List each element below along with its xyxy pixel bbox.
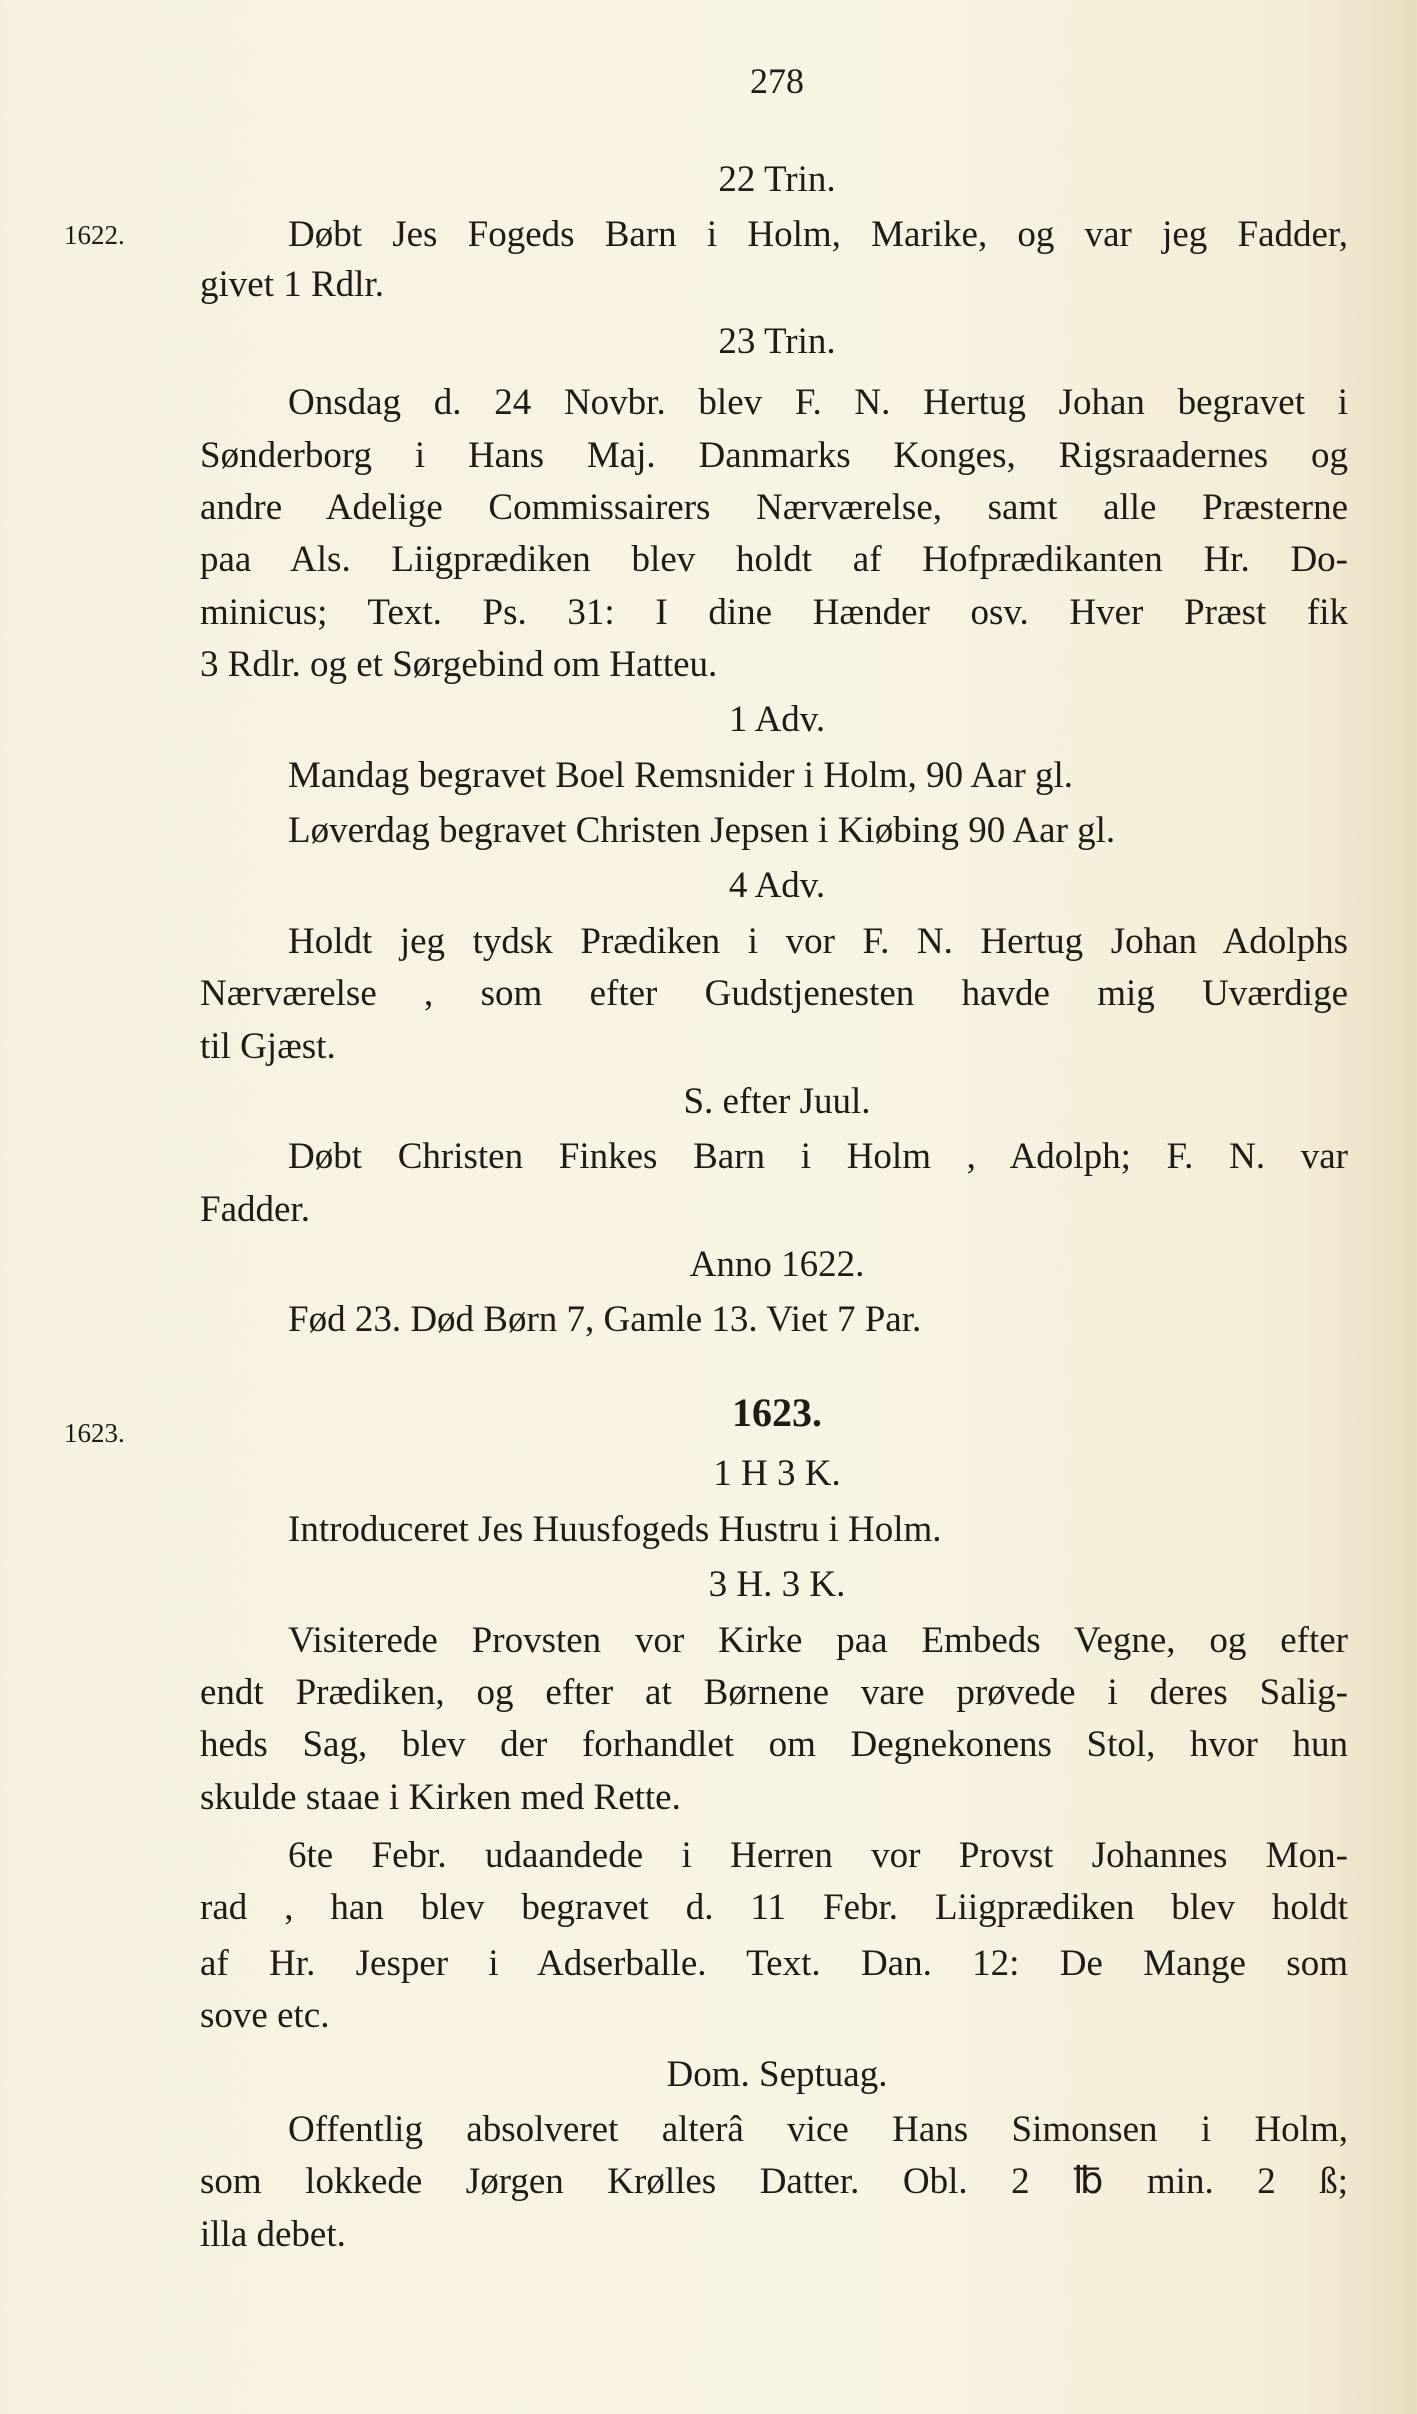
text-line: endt Prædiken, og efter at Børnene vare prøvede i deres Salig-: [200, 1672, 1348, 1713]
section-heading: S. efter Juul.: [683, 1081, 871, 1122]
text-line: andre Adelige Commissairers Nærværelse, samt alle Præsterne: [200, 487, 1348, 528]
section-heading: 23 Trin.: [718, 321, 836, 362]
text-line: Døbt Jes Fogeds Barn i Holm, Marike, og var jeg Fadder,: [288, 214, 1348, 255]
margin-year: 1622.: [64, 220, 125, 250]
text-line: Nærværelse , som efter Gudstjenesten havde mig Uværdige: [200, 973, 1348, 1014]
text-line: Onsdag d. 24 Novbr. blev F. N. Hertug Johan begravet i: [288, 382, 1348, 423]
text-line: skulde staae i Kirken med Rette.: [200, 1777, 681, 1818]
page-number: 278: [750, 61, 804, 101]
text-line: Fød 23. Død Børn 7, Gamle 13. Viet 7 Par.: [288, 1299, 922, 1340]
text-line: givet 1 Rdlr.: [200, 264, 384, 305]
text-line: Døbt Christen Finkes Barn i Holm , Adolph; F. N. var: [288, 1136, 1348, 1177]
text-line: sove etc.: [200, 1995, 330, 2036]
text-line: Visiterede Provsten vor Kirke paa Embeds Vegne, og efter: [288, 1620, 1348, 1661]
section-heading: Anno 1622.: [689, 1244, 865, 1285]
section-heading: 3 H. 3 K.: [708, 1564, 846, 1605]
text-line: Sønderborg i Hans Maj. Danmarks Konges, Rigsraadernes og: [200, 435, 1348, 476]
section-heading: 1623.: [732, 1390, 822, 1435]
text-line: illa debet.: [200, 2214, 346, 2255]
text-line: Løverdag begravet Christen Jepsen i Kiøbing 90 Aar gl.: [288, 810, 1116, 851]
section-heading: 1 H 3 K.: [713, 1453, 841, 1494]
text-line: heds Sag, blev der forhandlet om Degnekonens Stol, hvor hun: [200, 1724, 1348, 1765]
section-heading: Dom. Septuag.: [666, 2054, 888, 2095]
text-line: Fadder.: [200, 1189, 310, 1230]
text-line: 6te Febr. udaandede i Herren vor Provst Johannes Mon-: [288, 1835, 1348, 1876]
section-heading: 22 Trin.: [718, 159, 836, 200]
text-line: rad , han blev begravet d. 11 Febr. Liigprædiken blev holdt: [200, 1887, 1348, 1928]
section-heading: 1 Adv.: [728, 699, 826, 740]
text-line: Offentlig absolveret alterâ vice Hans Simonsen i Holm,: [288, 2109, 1348, 2150]
margin-year: 1623.: [64, 1418, 125, 1448]
text-line: Introduceret Jes Huusfogeds Hustru i Holm.: [288, 1509, 942, 1550]
section-heading: 4 Adv.: [728, 865, 826, 906]
text-line: af Hr. Jesper i Adserballe. Text. Dan. 12: De Mange som: [200, 1943, 1348, 1984]
text-line: 3 Rdlr. og et Sørgebind om Hatteu.: [200, 644, 718, 685]
text-line: paa Als. Liigprædiken blev holdt af Hofprædikanten Hr. Do-: [200, 539, 1348, 580]
text-line: Mandag begravet Boel Remsnider i Holm, 90 Aar gl.: [288, 755, 1074, 796]
text-line: Holdt jeg tydsk Prædiken i vor F. N. Hertug Johan Adolphs: [288, 921, 1348, 962]
text-line: til Gjæst.: [200, 1026, 336, 1067]
text-line: som lokkede Jørgen Krølles Datter. Obl. 2 ℔ min. 2 ß;: [200, 2161, 1348, 2202]
text-line: minicus; Text. Ps. 31: I dine Hænder osv. Hver Præst fik: [200, 592, 1348, 633]
